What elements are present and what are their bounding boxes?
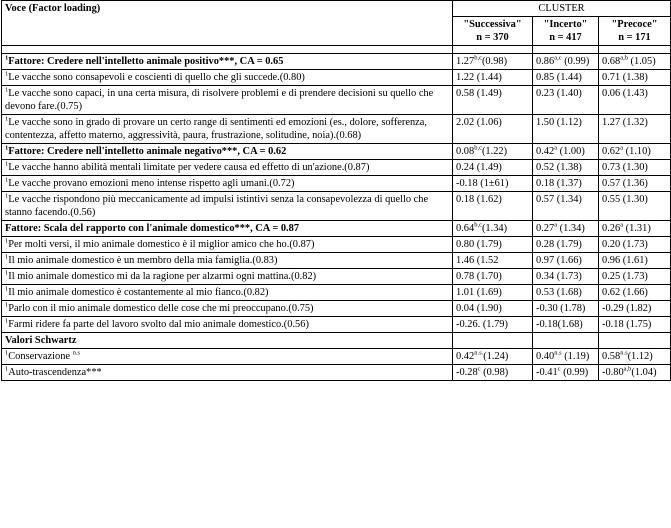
row-label [2,269,453,285]
row-label [2,86,453,115]
sd-value: (1.04) [631,367,657,378]
row-label-text: Per molti versi, il mio animale domestico è il miglior amico che ho.(0.87) [8,239,315,250]
mean-value: -0.41 [536,367,558,378]
row-label [2,317,453,333]
value-cell [533,192,599,221]
value-cell [533,54,599,70]
table-row [2,301,671,317]
value-cell [533,269,599,285]
factor-row [2,221,671,237]
sd-value: (0.98) [480,367,509,378]
row-label [2,285,453,301]
value-cell [453,86,533,115]
footnote-marker: 1 [5,144,9,152]
table-row [2,86,671,115]
value-cell [453,221,533,237]
value-cell [599,70,671,86]
footnote-marker: 1 [5,349,9,357]
footnote-marker: 1 [5,269,9,277]
footnote-marker: 1 [5,115,9,123]
row-label-text: Il mio animale domestico è costantemente al mio fianco.(0.82) [8,287,269,298]
mean-value: 0.85 (1.44) [536,72,582,83]
mean-value: 1.50 (1.12) [536,117,582,128]
footnote-marker: 1 [5,192,9,200]
row-label-text: Le vacche sono capaci, in una certa misura, di risolvere problemi e di prendere decisioni su quello che devono fare.(0.75) [5,88,434,112]
table-row [2,192,671,221]
mean-value: -0.80 [602,367,624,378]
value-cell [599,349,671,365]
column-header-cluster: CLUSTER [453,1,671,17]
row-label-text: Fattore: Scala del rapporto con l'animale domestico***, CA = 0.87 [5,223,300,234]
significance-marker: n.s [72,349,81,357]
row-label [2,192,453,221]
table-row [2,115,671,144]
mean-value: 0.68 [602,56,621,67]
factor-row [2,54,671,70]
row-label [2,144,453,160]
group-superscript: b,c [474,144,482,152]
value-cell [453,192,533,221]
row-label-text: Le vacche rispondono più meccanicamente ad impulsi istintivi senza la consapevolezza di quello che stanno facendo.(0.56) [5,194,429,218]
mean-value: 0.78 (1.70) [456,271,502,282]
group-superscript: n.s [620,349,628,357]
row-label-text: Auto-trascendenza*** [8,367,102,378]
sd-value: (1.00) [557,146,585,157]
mean-value: -0.30 (1.78) [536,303,586,314]
section-title: Valori Schwartz [2,333,453,349]
row-label [2,70,453,86]
table-row [2,269,671,285]
table-row [2,70,671,86]
mean-value: 0.42 [456,351,475,362]
mean-value: 0.27 [536,223,555,234]
mean-value: 0.18 (1.37) [536,178,582,189]
group-superscript: a [554,221,558,229]
footnote-marker: 1 [5,176,9,184]
mean-value: 0.55 (1.30) [602,194,648,205]
empty-cell [599,333,671,349]
row-label-text: Fattore: Credere nell'intelletto animale negativo***, CA = 0.62 [8,146,287,157]
value-cell [599,176,671,192]
value-cell [533,237,599,253]
value-cell [453,317,533,333]
row-label [2,365,453,381]
value-cell [533,253,599,269]
mean-value: 0.58 (1.49) [456,88,502,99]
table-row [2,176,671,192]
group-superscript: b,c [474,54,482,62]
footnote-marker: 1 [5,253,9,261]
mean-value: 0.64 [456,223,475,234]
mean-value: 0.57 (1.34) [536,194,582,205]
cluster-header-precoce: "Precoce" n = 171 [599,17,671,46]
group-superscript: b,c [474,221,482,229]
mean-value: 1.27 [456,56,475,67]
footnote-marker: 1 [5,160,9,168]
footnote-marker: 1 [5,285,9,293]
footnote-marker: 1 [5,301,9,309]
value-cell [453,269,533,285]
row-label-text: Il mio animale domestico mi da la ragione per alzarmi ogni mattina.(0.82) [8,271,317,282]
sd-value: (1.12) [627,351,653,362]
value-cell [533,349,599,365]
sd-value: (1.24) [483,351,509,362]
mean-value: 1.27 (1.32) [602,117,648,128]
value-cell [599,192,671,221]
value-cell [599,237,671,253]
table-row [2,253,671,269]
value-cell [533,317,599,333]
empty-cell [453,333,533,349]
mean-value: 0.57 (1.36) [602,178,648,189]
sd-value: (1.34) [557,223,585,234]
sd-value: (0.99) [560,367,589,378]
mean-value: 0.40 [536,351,555,362]
value-cell [533,115,599,144]
mean-value: 0.62 (1.66) [602,287,648,298]
mean-value: 0.96 (1.61) [602,255,648,266]
sd-value: (1.31) [623,223,651,234]
row-label-text: Il mio animale domestico è un membro della mia famiglia.(0.83) [8,255,278,266]
mean-value: 0.34 (1.73) [536,271,582,282]
value-cell [599,221,671,237]
value-cell [533,285,599,301]
factor-row [2,365,671,381]
table-row [2,237,671,253]
value-cell [599,365,671,381]
factor-row [2,144,671,160]
value-cell [453,176,533,192]
mean-value: 0.42 [536,146,555,157]
footnote-marker: 1 [5,237,9,245]
footnote-marker: 1 [5,70,9,78]
mean-value: 0.23 (1.40) [536,88,582,99]
group-superscript: a,b [620,54,628,62]
value-cell [453,115,533,144]
value-cell [599,317,671,333]
value-cell [453,70,533,86]
mean-value: 0.28 (1.79) [536,239,582,250]
value-cell [453,365,533,381]
row-label [2,54,453,70]
value-cell [533,176,599,192]
row-label [2,221,453,237]
row-label-text: Le vacche sono in grado di provare un certo range di sentimenti ed emozioni (es., dolore, sofferenza, contentezza, affetto materno, aggressività, paura, frustrazione, solitudine, noia).(0.68) [5,117,427,141]
value-cell [533,70,599,86]
mean-value: 0.06 (1.43) [602,88,648,99]
mean-value: 0.73 (1.30) [602,162,648,173]
mean-value: 0.20 (1.73) [602,239,648,250]
sd-value: (1.22) [481,146,508,157]
mean-value: 0.71 (1.38) [602,72,648,83]
group-superscript: a [554,144,558,152]
mean-value: -0.18(1.68) [536,319,583,330]
header-row-1 [2,1,671,17]
mean-value: 0.18 (1.62) [456,194,502,205]
value-cell [599,86,671,115]
table-row [2,160,671,176]
results-table [1,0,671,381]
row-label [2,160,453,176]
section-row [2,333,671,349]
footnote-marker: 1 [5,365,9,373]
row-label-text: Le vacche provano emozioni meno intense rispetto agli umani.(0.72) [8,178,295,189]
mean-value: -0.26. (1.79) [456,319,508,330]
column-header-voce: Voce (Factor loading) [2,1,453,46]
value-cell [533,221,599,237]
footnote-marker: 1 [5,54,9,62]
row-label-text: Parlo con il mio animale domestico delle cose che mi preoccupano.(0.75) [8,303,314,314]
sd-value: (0.98) [481,56,508,67]
footnote-marker: 1 [5,86,9,94]
table-row [2,285,671,301]
mean-value: 0.04 (1.90) [456,303,502,314]
row-label [2,301,453,317]
group-superscript: n.s [554,349,562,357]
mean-value: 0.52 (1.38) [536,162,582,173]
value-cell [453,54,533,70]
mean-value: 0.62 [602,146,621,157]
mean-value: 0.25 (1.73) [602,271,648,282]
spacer-row [2,46,671,54]
value-cell [599,301,671,317]
value-cell [453,253,533,269]
mean-value: 0.86 [536,56,555,67]
mean-value: 0.24 (1.49) [456,162,502,173]
group-superscript: c [477,365,481,373]
value-cell [599,160,671,176]
table-row [2,317,671,333]
value-cell [533,365,599,381]
cluster-header-incerto: "Incerto" n = 417 [533,17,599,46]
value-cell [599,253,671,269]
row-label-text: Fattore: Credere nell'intelletto animale positivo***, CA = 0.65 [8,56,284,67]
sd-value: (1.10) [623,146,651,157]
empty-cell [533,333,599,349]
mean-value: 0.97 (1.66) [536,255,582,266]
footnote-marker: 1 [5,317,9,325]
row-label-text: Conservazione [8,351,70,362]
sd-value: (1.34) [481,223,508,234]
group-superscript: a [620,144,624,152]
value-cell [453,349,533,365]
row-label [2,115,453,144]
group-superscript: c [557,365,561,373]
mean-value: -0.18 (1±61) [456,178,509,189]
value-cell [599,285,671,301]
mean-value: 0.26 [602,223,621,234]
row-label [2,253,453,269]
row-label [2,237,453,253]
mean-value: 2.02 (1.06) [456,117,502,128]
row-label-text: Le vacche hanno abilità mentali limitate per vedere causa ed effetto di un'azione.(0.87) [8,162,370,173]
mean-value: 1.01 (1.69) [456,287,502,298]
value-cell [599,54,671,70]
sd-value: (1.19) [561,351,590,362]
value-cell [453,237,533,253]
group-superscript: a,c [554,54,562,62]
table-body [2,54,671,381]
sd-value: (1.05) [627,56,656,67]
row-label-text: Farmi ridere fa parte del lavoro svolto dal mio animale domestico.(0.56) [8,319,309,330]
mean-value: 0.58 [602,351,621,362]
value-cell [599,144,671,160]
row-label [2,176,453,192]
row-label [2,349,453,365]
mean-value: 1.22 (1.44) [456,72,502,83]
mean-value: 0.80 (1.79) [456,239,502,250]
group-superscript: a [620,221,624,229]
value-cell [599,269,671,285]
factor-row [2,349,671,365]
value-cell [599,115,671,144]
cluster-header-successiva: "Successiva" n = 370 [453,17,533,46]
sd-value: (0.99) [561,56,590,67]
row-label-text: Le vacche sono consapevoli e coscienti di quello che gli succede.(0.80) [8,72,305,83]
mean-value: -0.29 (1.82) [602,303,652,314]
value-cell [453,301,533,317]
mean-value: 0.08 [456,146,475,157]
group-superscript: n.s. [474,349,484,357]
value-cell [453,160,533,176]
value-cell [533,301,599,317]
value-cell [533,160,599,176]
mean-value: 1.46 (1.52 [456,255,499,266]
value-cell [533,86,599,115]
value-cell [453,144,533,160]
mean-value: -0.28 [456,367,478,378]
mean-value: 0.53 (1.68) [536,287,582,298]
group-superscript: a,b [623,365,632,373]
mean-value: -0.18 (1.75) [602,319,652,330]
value-cell [453,285,533,301]
value-cell [533,144,599,160]
